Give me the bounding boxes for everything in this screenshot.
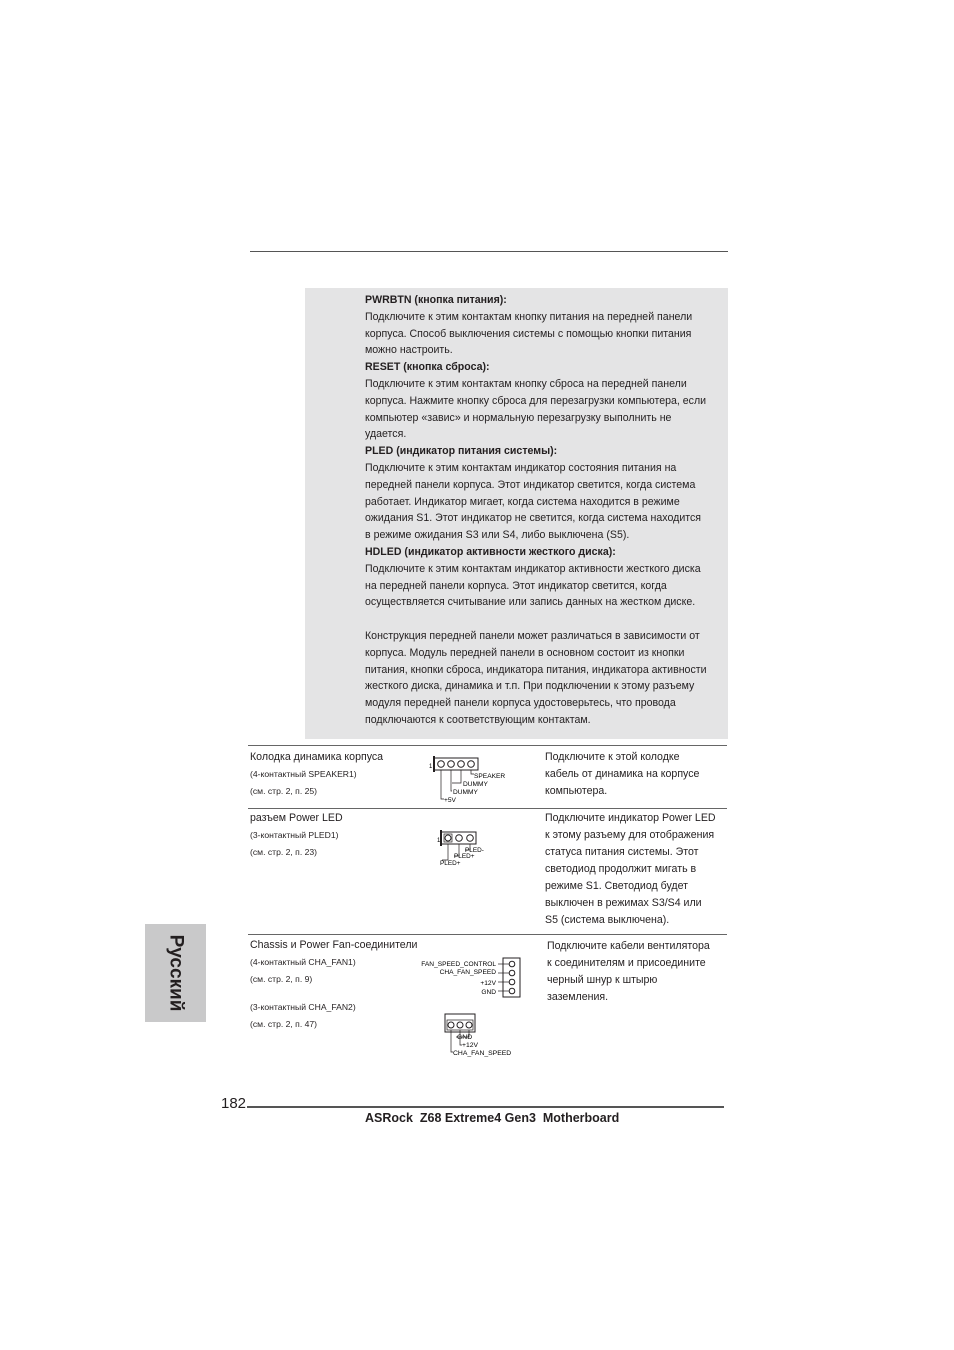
row-subtitle: (3-контактный PLED1) xyxy=(250,830,339,840)
pin-label: +12V xyxy=(462,1042,479,1049)
desc-line: кабель от динамика на корпусе xyxy=(545,768,700,780)
info-box-text xyxy=(365,292,730,729)
speaker-header-info xyxy=(250,749,440,800)
hdled-title: HDLED (индикатор активности жесткого диска): xyxy=(365,545,616,558)
hdled-line: на передней панели корпуса. Этот индикатор светится, когда xyxy=(365,579,667,592)
pin-label: PLED+ xyxy=(440,860,461,867)
pin-label: +5V xyxy=(444,797,456,804)
pin-label: 1 xyxy=(429,764,433,770)
pwrbtn-line: можно настроить. xyxy=(365,344,453,357)
desc-line: к этому разъему для отображения xyxy=(545,829,715,841)
fan2-header-info xyxy=(250,999,440,1033)
hdled-line: Подключите к этим контактам индикатор активности жесткого диска xyxy=(365,562,701,575)
note-line: жесткого диска, динамика и т.п. При подключении к этому разъему xyxy=(365,680,695,693)
pwrbtn-line: корпуса. Способ выключения системы с помощью кнопки питания xyxy=(365,327,692,340)
row-reference: (см. стр. 2, п. 23) xyxy=(250,847,318,857)
pwrbtn-line: Подключите к этим контактам кнопку питания на передней панели xyxy=(365,310,693,323)
pin-label: DUMMY xyxy=(463,781,488,788)
pin-label: PLED- xyxy=(465,847,484,854)
row-subtitle: (4-контактный SPEAKER1) xyxy=(250,769,357,779)
language-tab-label: Русский xyxy=(165,934,187,1012)
cha-fan2-pin-diagram xyxy=(440,1010,520,1060)
pin-label: SPEAKER xyxy=(474,773,506,780)
desc-line: заземления. xyxy=(547,991,609,1003)
reset-line: корпуса. Нажмите кнопку сброса для перезагрузки компьютера, если xyxy=(365,394,707,407)
desc-line: статуса питания системы. Этот xyxy=(545,846,699,858)
desc-line: Подключите к этой колодке xyxy=(545,751,680,763)
pled-description xyxy=(545,810,730,929)
desc-line: компьютера. xyxy=(545,785,608,797)
note-line: питания, кнопки сброса, индикатора питания, индикатора активности xyxy=(365,663,707,676)
pled-title: PLED (индикатор питания системы): xyxy=(365,445,558,458)
pin-label: FAN_SPEED_CONTROL xyxy=(421,961,496,968)
footer-title: ASRock Z68 Extreme4 Gen3 Motherboard xyxy=(365,1111,620,1125)
pin-label: PLED+ xyxy=(454,853,475,860)
desc-line: S5 (система выключена). xyxy=(545,914,670,926)
row-reference: (см. стр. 2, п. 9) xyxy=(250,974,313,984)
page-number: 182 xyxy=(221,1095,247,1112)
reset-line: удается. xyxy=(365,428,407,441)
pled-pin-diagram xyxy=(434,828,494,868)
note-line: корпуса. Модуль передней панели в основном состоит из кнопки xyxy=(365,646,685,659)
top-rule xyxy=(250,251,728,252)
pled-line: Подключите к этим контактам индикатор состояния питания на xyxy=(365,461,677,474)
pled-header-info xyxy=(250,810,440,861)
hdled-line: осуществляется считывание или запись данных на жестком диске. xyxy=(365,596,696,609)
row-divider xyxy=(248,745,727,746)
cha-fan1-pin-diagram xyxy=(405,955,525,1001)
desc-line: режиме S1. Светодиод будет xyxy=(545,880,688,892)
row-reference: (см. стр. 2, п. 47) xyxy=(250,1019,318,1029)
pin-label: CHA_FAN_SPEED xyxy=(439,969,496,976)
reset-line: Подключите к этим контактам кнопку сброса на передней панели xyxy=(365,377,687,390)
note-line: Конструкция передней панели может различаться в зависимости от xyxy=(365,629,700,642)
row-divider xyxy=(248,934,727,935)
pwrbtn-title: PWRBTN (кнопка питания): xyxy=(365,294,507,306)
pled-line: работает. Индикатор мигает, когда система находится в режиме xyxy=(365,495,680,508)
pin-label: DUMMY xyxy=(453,789,478,796)
desc-line: Подключите кабели вентилятора xyxy=(547,940,710,952)
desc-line: светодиод продолжит мигать в xyxy=(545,863,697,875)
language-tab-label-wrap xyxy=(145,924,206,1022)
note-line: подключаются к соответствующим контактам. xyxy=(365,713,591,726)
pled-line: передней панели корпуса. Этот индикатор светится, когда система xyxy=(365,478,696,491)
row-name: Колодка динамика корпуса xyxy=(250,751,384,763)
fan-description xyxy=(547,938,732,1006)
row-name: Chassis и Power Fan-соединители xyxy=(250,939,418,951)
row-subtitle: (4-контактный CHA_FAN1) xyxy=(250,957,356,967)
pin-label: +12V xyxy=(480,980,496,987)
pin-label: GND xyxy=(457,1034,473,1041)
pled-line: в режиме ожидания S3 или S4, либо выключена (S5). xyxy=(365,529,630,542)
row-subtitle: (3-контактный CHA_FAN2) xyxy=(250,1002,356,1012)
reset-line: компьютер «завис» и нормальную перезагрузку выполнить не xyxy=(365,411,672,424)
desc-line: к соединителям и присоедините xyxy=(547,957,706,969)
bottom-rule xyxy=(247,1106,724,1108)
note-line: модуля передней панели корпуса удостоверьтесь, что провода xyxy=(365,697,676,710)
pled-line: ожидания S1. Этот индикатор не светится, когда система находится xyxy=(365,512,701,525)
row-reference: (см. стр. 2, п. 25) xyxy=(250,786,318,796)
speaker-description xyxy=(545,749,730,800)
pin-label: CHA_FAN_SPEED xyxy=(453,1050,512,1057)
row-name: разъем Power LED xyxy=(250,812,343,824)
desc-line: Подключите индикатор Power LED xyxy=(545,812,716,824)
desc-line: черный шнур к штырю xyxy=(547,974,658,986)
pin-label: GND xyxy=(481,989,496,996)
reset-title: RESET (кнопка сброса): xyxy=(365,361,490,374)
pin-label: 1 xyxy=(437,838,441,844)
row-divider xyxy=(248,808,727,809)
desc-line: выключен в режимах S3/S4 или xyxy=(545,897,702,909)
speaker-pin-diagram xyxy=(428,754,508,804)
